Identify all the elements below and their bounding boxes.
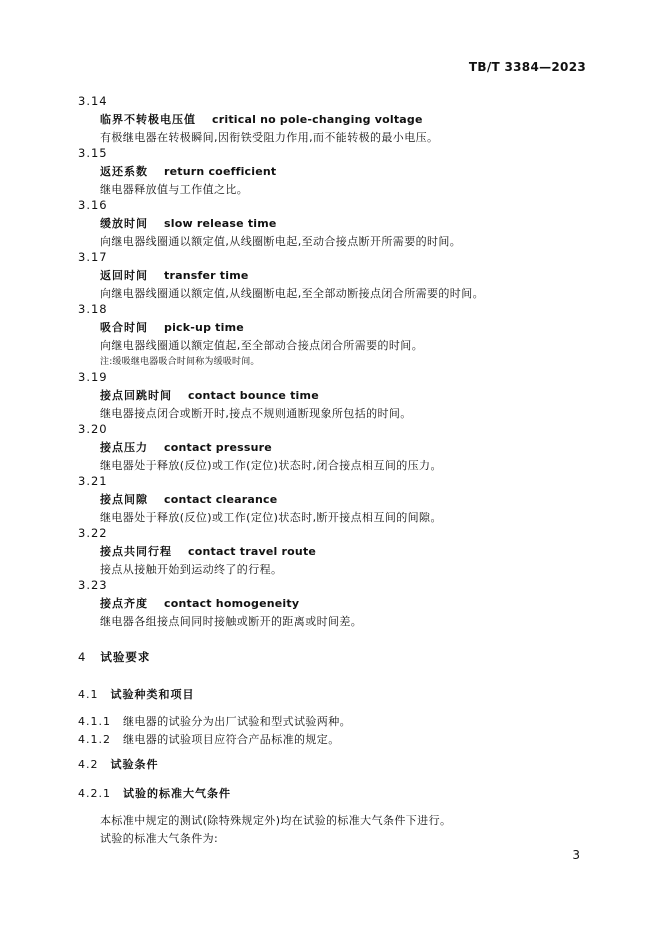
term-definition: 继电器接点闭合或断开时,接点不规则通断现象所包括的时间。 (100, 407, 412, 420)
term-definition: 有极继电器在转极瞬间,因衔铁受阻力作用,而不能转极的最小电压。 (100, 131, 439, 144)
standard-number: TB/T 3384—2023 (468, 60, 586, 74)
term-title (100, 163, 276, 179)
term-zh: 吸合时间 (100, 321, 148, 334)
term-en: contact travel route (188, 545, 317, 558)
section-title: 试验要求 (100, 650, 151, 664)
term-title (100, 319, 244, 335)
term-zh: 返还系数 (100, 165, 148, 178)
term-zh: 接点齐度 (100, 597, 148, 610)
clause-text: 继电器的试验项目应符合产品标准的规定。 (123, 733, 340, 746)
term-number: 3.21 (78, 474, 108, 488)
term-title (100, 215, 277, 231)
subsection-number: 4.1 (78, 688, 99, 701)
term-zh: 接点间隙 (100, 493, 148, 506)
clause-text: 继电器的试验分为出厂试验和型式试验两种。 (123, 715, 351, 728)
term-title (100, 439, 272, 455)
term-zh: 接点共同行程 (100, 545, 172, 558)
term-zh: 缓放时间 (100, 217, 148, 230)
term-en: return coefficient (164, 165, 277, 178)
term-en: contact pressure (164, 441, 272, 454)
term-definition: 继电器处于释放(反位)或工作(定位)状态时,断开接点相互间的间隙。 (100, 511, 442, 524)
term-note: 注:缓吸继电器吸合时间称为缓吸时间。 (100, 357, 260, 367)
clause-heading (78, 785, 231, 801)
subsection-heading (78, 756, 159, 772)
page-number: 3 (572, 848, 580, 862)
clause (78, 731, 340, 747)
term-title (100, 387, 319, 403)
term-definition: 继电器各组接点间同时接触或断开的距离或时间差。 (100, 615, 363, 628)
term-en: contact clearance (164, 493, 278, 506)
term-title (100, 543, 316, 559)
term-title (100, 267, 249, 283)
term-number: 3.22 (78, 526, 108, 540)
term-definition: 继电器处于释放(反位)或工作(定位)状态时,闭合接点相互间的压力。 (100, 459, 442, 472)
term-number: 3.14 (78, 94, 108, 108)
term-en: contact homogeneity (164, 597, 300, 610)
term-en: pick-up time (164, 321, 244, 334)
term-definition: 向继电器线圈通以额定值,从线圈断电起,至动合接点断开所需要的时间。 (100, 235, 462, 248)
term-en: contact bounce time (188, 389, 319, 402)
clause-number: 4.1.2 (78, 733, 111, 746)
paragraph: 本标准中规定的测试(除特殊规定外)均在试验的标准大气条件下进行。 (100, 814, 452, 827)
term-number: 3.20 (78, 422, 108, 436)
term-title (100, 491, 277, 507)
term-en: slow release time (164, 217, 277, 230)
term-zh: 接点回跳时间 (100, 389, 172, 402)
clause (78, 713, 351, 729)
subsection-heading (78, 686, 195, 702)
term-number: 3.16 (78, 198, 108, 212)
term-zh: 返回时间 (100, 269, 148, 282)
term-definition: 向继电器线圈通以额定值起,至全部动合接点闭合所需要的时间。 (100, 339, 424, 352)
term-en: transfer time (164, 269, 249, 282)
term-definition: 接点从接触开始到运动终了的行程。 (100, 563, 283, 576)
term-number: 3.17 (78, 250, 108, 264)
paragraph: 试验的标准大气条件为: (100, 832, 219, 845)
subsection-title: 试验种类和项目 (110, 688, 195, 701)
term-en: critical no pole-changing voltage (212, 113, 423, 126)
term-title (100, 595, 299, 611)
term-number: 3.18 (78, 302, 108, 316)
term-number: 3.19 (78, 370, 108, 384)
section-heading (78, 649, 150, 665)
term-number: 3.23 (78, 578, 108, 592)
subsection-title: 试验条件 (110, 758, 159, 771)
clause-number: 4.1.1 (78, 715, 111, 728)
clause-number: 4.2.1 (78, 787, 111, 800)
term-zh: 接点压力 (100, 441, 148, 454)
clause-title: 试验的标准大气条件 (123, 787, 231, 800)
section-number: 4 (78, 650, 87, 664)
subsection-number: 4.2 (78, 758, 99, 771)
term-title (100, 111, 423, 127)
term-zh: 临界不转极电压值 (100, 113, 196, 126)
term-definition: 继电器释放值与工作值之比。 (100, 183, 249, 196)
term-definition: 向继电器线圈通以额定值,从线圈断电起,至全部动断接点闭合所需要的时间。 (100, 287, 484, 300)
term-number: 3.15 (78, 146, 108, 160)
